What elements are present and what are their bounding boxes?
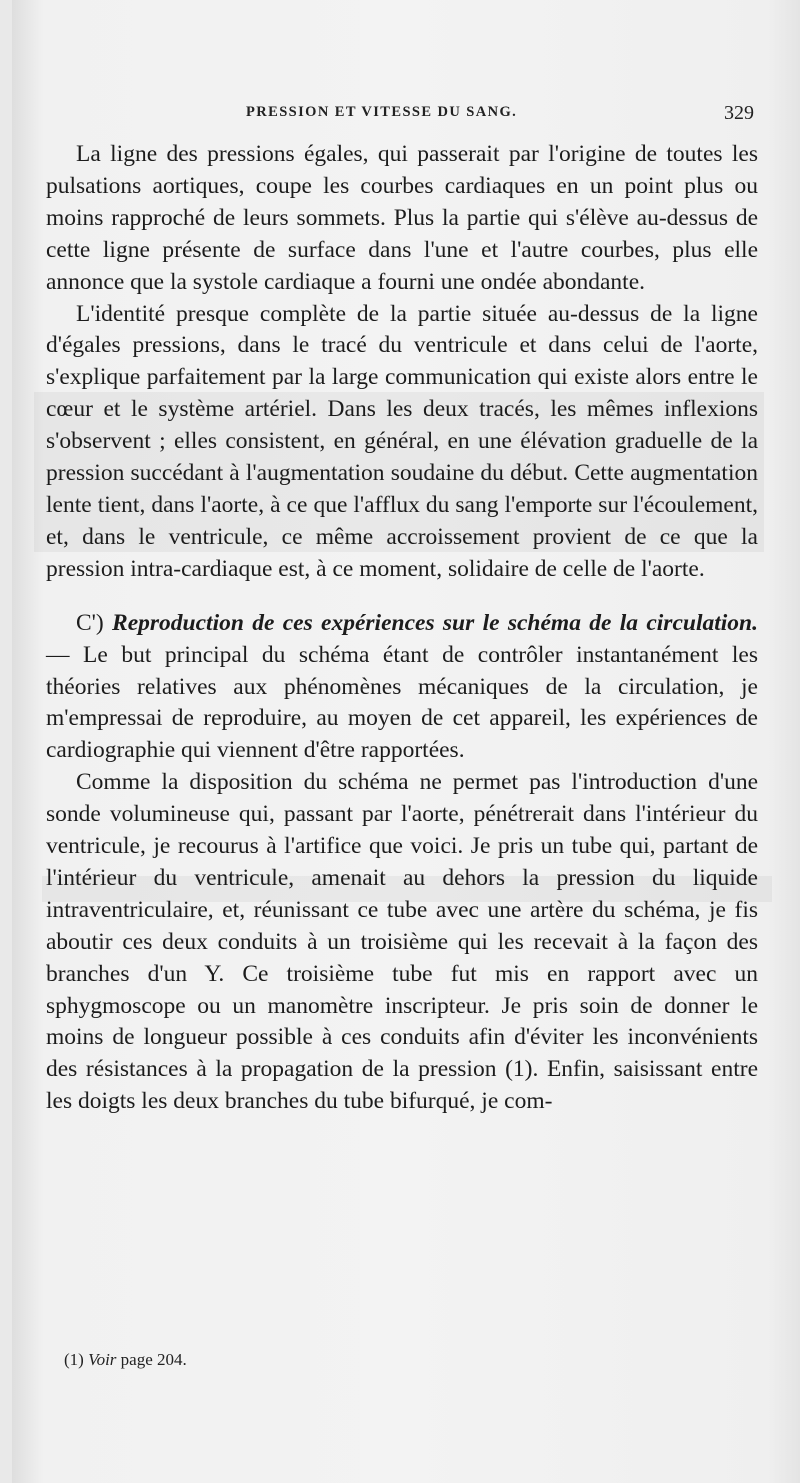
paragraph: L'identité presque complète de la partie située au-dessus de la ligne d'égales pressions, dans le tracé du ventricule et dans celui de l'aorte, s'explique parfaitement par la large communication qui existe alors entre le cœur et le système artériel. Dans les deux tracés, les mêmes inflexions s'observent ; elles consistent, en général, en une élévation graduelle de la pression succédant à l'augmentation soudaine du début. Cette augmentation lente tient, dans l'aorte, à ce que l'afflux du sang l'emporte sur l'écoulement, et, dans le ventricule, ce même accroissement provient de ce que la pression intra-cardiaque est, à ce moment, solidaire de celle de l'aorte.: [46, 300, 758, 582]
body-text: [46, 139, 758, 1118]
footnote-text: page 204.: [120, 1350, 187, 1369]
book-page: [12, 0, 800, 1483]
page-number: 329: [724, 102, 754, 124]
section-paragraph: [46, 608, 758, 768]
paragraph: Comme la disposition du schéma ne permet pas l'introduction d'une sonde volumineuse qui, passant par l'aorte, pénétrerait dans l'intérieur du ventricule, je recourus à l'artifice que voici. Je pris un tube qui, partant de l'intérieur du ventricule, amenait au dehors la pression du liquide intraventriculaire, et, réunissant ce tube avec une artère du schéma, je fis aboutir ces deux conduits à un troisième qui les recevait à la façon des branches d'un Y. Ce troisième tube fut mis en rapport avec un sphygmoscope ou un manomètre inscripteur. Je pris soin de donner le moins de longueur possible à ces conduits afin d'éviter les inconvénients des résistances à la propagation de la pression (1). Enfin, saisissant entre les doigts les deux branches du tube bifurqué, je com-: [46, 769, 758, 1115]
section-title: Reproduction de ces expériences sur le schéma de la circulation.: [112, 609, 758, 636]
footnote-marker: (1): [64, 1350, 84, 1369]
footnote: [64, 1350, 187, 1370]
section-label: C'): [76, 609, 104, 636]
footnote-italic: Voir: [88, 1350, 117, 1369]
paragraph: La ligne des pressions égales, qui passerait par l'origine de toutes les pulsations aortiques, coupe les courbes cardiaques en un point plus ou moins rapproché de leurs sommets. Plus la partie qui s'élève au-dessus de cette ligne présente de surface dans l'une et l'autre courbes, plus elle annonce que la systole cardiaque a fourni une ondée abondante.: [46, 141, 758, 295]
section-text: Le but principal du schéma étant de contrôler instantanément les théories relatives aux phénomènes mécaniques de la circulation, je m'empressai de reproduire, au moyen de cet appareil, les expériences de cardiographie qui viennent d'être rapportées.: [46, 641, 758, 764]
running-title: PRESSION ET VITESSE DU SANG.: [246, 104, 518, 120]
page-header: [12, 104, 800, 128]
section-dash: —: [46, 641, 84, 668]
